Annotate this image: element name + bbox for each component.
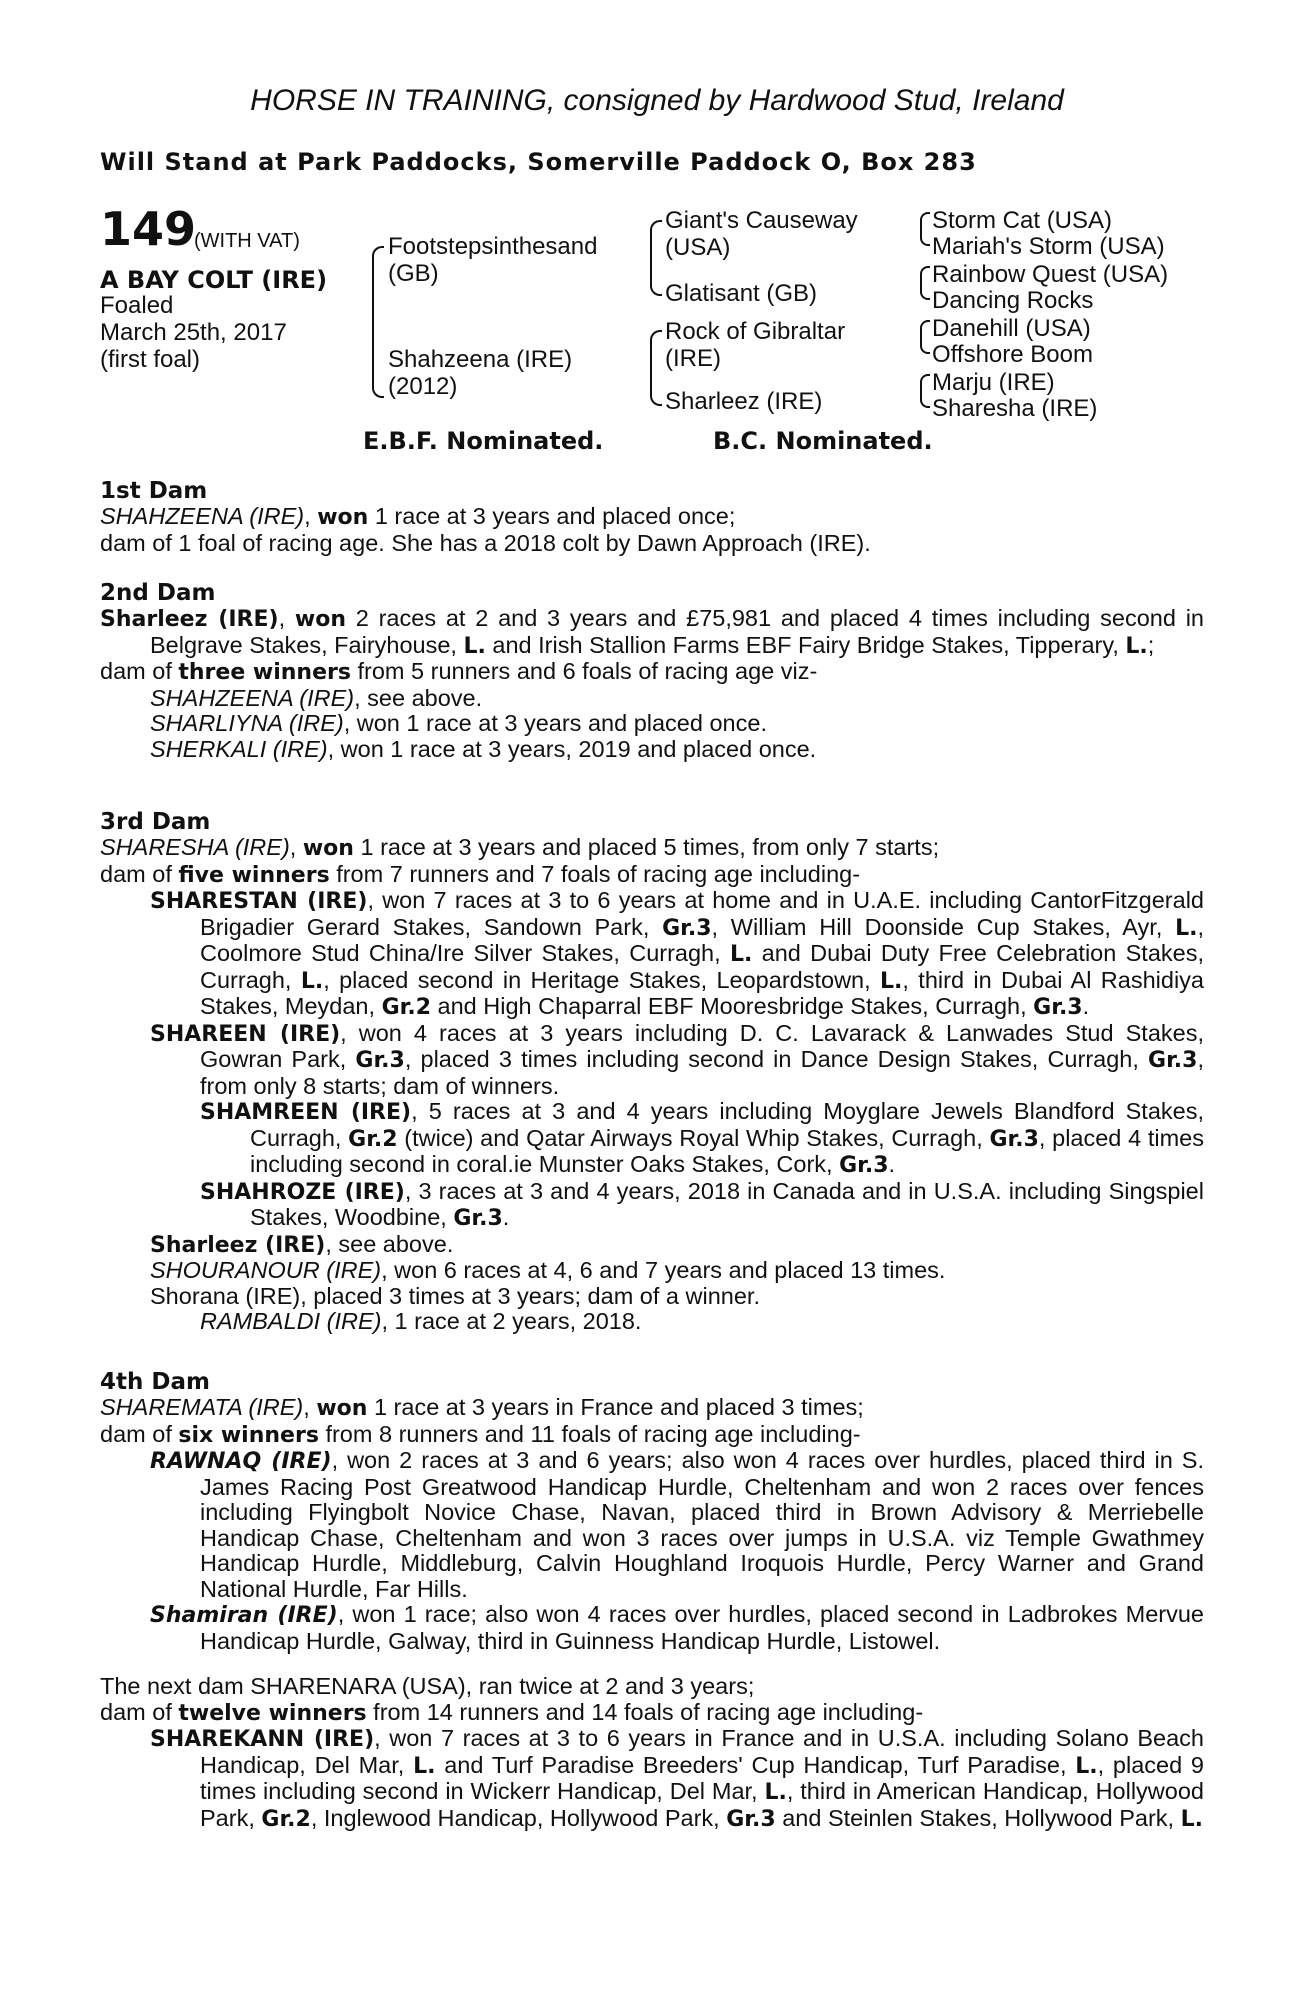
next-dam-produce: dam of twelve winners from 14 runners and 14 foals of racing age including- — [100, 1698, 924, 1726]
list-item: Shorana (IRE), placed 3 times at 3 years; dam of a winner. — [150, 1282, 760, 1309]
second-dam-section — [100, 580, 1204, 762]
sire-sire-name: Giant's Causeway — [665, 207, 858, 234]
foaled-date: March 25th, 2017 — [100, 319, 287, 346]
sire-dam: Glatisant (GB) — [665, 280, 818, 307]
first-dam-title: 1st Dam — [100, 478, 208, 504]
page-title: HORSE IN TRAINING, consigned by Hardwood Stud, Ireland — [250, 84, 1064, 117]
foaled-label: Foaled — [100, 292, 174, 319]
vat-note: (WITH VAT) — [194, 230, 300, 252]
gg-7: Marju (IRE) — [932, 369, 1055, 396]
first-dam-line-1: SHAHZEENA (IRE), won 1 race at 3 years and placed once; — [100, 503, 736, 530]
list-item: SHOURANOUR (IRE), won 6 races at 4, 6 and 7 years and placed 13 times. — [150, 1257, 946, 1283]
dam-name: Shahzeena (IRE) — [388, 346, 573, 373]
next-dam-line: The next dam SHARENARA (USA), ran twice at 2 and 3 years; — [100, 1673, 755, 1699]
list-item: RAMBALDI (IRE), 1 race at 2 years, 2018. — [200, 1308, 642, 1334]
pedigree-brace-2a — [650, 220, 662, 296]
fourth-dam-record: SHAREMATA (IRE), won 1 race at 3 years in France and placed 3 times; — [100, 1394, 864, 1421]
dam-sire-name: Rock of Gibraltar — [665, 318, 846, 345]
third-dam-record: SHARESHA (IRE), won 1 race at 3 years and placed 5 times, from only 7 starts; — [100, 834, 940, 861]
bc-nominated: B.C. Nominated. — [713, 427, 933, 455]
pedigree-brace-2b — [650, 330, 662, 406]
first-dam-section — [100, 478, 1204, 556]
list-item: RAWNAQ (IRE), won 2 races at 3 and 6 years; also won 4 races over hurdles, placed third in S. James Racing Post Greatwood Handicap Hurdle, Cheltenham and won 2 races over fences including Flyingbolt Novice Chase, Navan, placed third in Brown Advisory & Merriebelle Handicap Chase, Cheltenham and won 3 races over jumps in U.S.A. viz Temple Gwathmey Handicap Hurdle, Middleburg, Calvin Houghland Iroquois Hurdle, Percy Warner and Grand National Hurdle, Far Hills. — [150, 1447, 1205, 1602]
sire-name: Footstepsinthesand — [388, 233, 598, 260]
list-item: SHAMREEN (IRE), 5 races at 3 and 4 years including Moyglare Jewels Blandford Stakes, Curragh, Gr.2 (twice) and Qatar Airways Royal Whip Stakes, Curragh, Gr.3, placed 4 times including second in coral.ie Munster Oaks Stakes, Cork, Gr.3. — [200, 1098, 1204, 1178]
gg-4: Dancing Rocks — [932, 287, 1094, 314]
fourth-dam-produce: dam of six winners from 8 runners and 11 foals of racing age including- — [100, 1420, 861, 1448]
dam-year: (2012) — [388, 373, 458, 400]
lot-number: 149 — [100, 202, 197, 256]
colt-name: A BAY COLT (IRE) — [100, 266, 328, 294]
list-item: SHAREKANN (IRE), won 7 races at 3 to 6 years in France and in U.S.A. including Solano Beach Handicap, Del Mar, L. and Turf Paradise Breeders' Cup Handicap, Turf Paradise, L., placed 9 times including second in Wickerr Handicap, Del Mar, L., third in American Handicap, Hollywood Park, Gr.2, Inglewood Handicap, Hollywood Park, Gr.3 and Steinlen Stakes, Hollywood Park, L. — [150, 1725, 1205, 1832]
gg-8: Sharesha (IRE) — [932, 395, 1098, 422]
fourth-dam-section — [100, 1369, 1204, 1654]
third-dam-title: 3rd Dam — [100, 809, 211, 835]
stand-location: Will Stand at Park Paddocks, Somerville Paddock O, Box 283 — [100, 148, 977, 176]
gg-3: Rainbow Quest (USA) — [932, 261, 1169, 288]
pedigree-brace-3d — [920, 374, 930, 408]
gg-2: Mariah's Storm (USA) — [932, 233, 1165, 260]
list-item: Shamiran (IRE), won 1 race; also won 4 races over hurdles, placed second in Ladbrokes Mervue Handicap Hurdle, Galway, third in Guinness Handicap Hurdle, Listowel. — [150, 1601, 1204, 1654]
second-dam-produce: dam of three winners from 5 runners and 6 foals of racing age viz- — [100, 658, 818, 685]
next-dam-section — [100, 1674, 1204, 1832]
ebf-nominated: E.B.F. Nominated. — [363, 427, 604, 455]
list-item: SHARLIYNA (IRE), won 1 race at 3 years and placed once. — [150, 710, 767, 736]
second-dam-record: Sharleez (IRE), won 2 races at 2 and 3 years and £75,981 and placed 4 times including second in Belgrave Stakes, Fairyhouse, L. and Irish Stallion Farms EBF Fairy Bridge Stakes, Tipperary, L.; — [100, 605, 1204, 659]
gg-1: Storm Cat (USA) — [932, 207, 1113, 234]
pedigree-brace-3a — [920, 212, 930, 246]
first-dam-line-2: dam of 1 foal of racing age. She has a 2018 colt by Dawn Approach (IRE). — [100, 529, 871, 556]
third-dam-section — [100, 809, 1204, 1335]
list-item: SHERKALI (IRE), won 1 race at 3 years, 2019 and placed once. — [150, 735, 817, 762]
list-item: SHAREEN (IRE), won 4 races at 3 years including D. C. Lavarack & Lanwades Stud Stakes, Gowran Park, Gr.3, placed 3 times including second in Dance Design Stakes, Curragh, Gr.3, from only 8 starts; dam of winners. — [150, 1019, 1204, 1099]
dam-sire-origin: (IRE) — [665, 345, 721, 372]
second-dam-title: 2nd Dam — [100, 580, 216, 606]
sire-sire-origin: (USA) — [665, 234, 731, 261]
sire-origin: (GB) — [388, 260, 439, 287]
list-item: SHAHROZE (IRE), 3 races at 3 and 4 years, 2018 in Canada and in U.S.A. including Singspiel Stakes, Woodbine, Gr.3. — [200, 1177, 1204, 1231]
dam-dam: Sharleez (IRE) — [665, 388, 823, 415]
pedigree-brace-3c — [920, 320, 930, 354]
list-item: SHARESTAN (IRE), won 7 races at 3 to 6 years at home and in U.A.E. including CantorFitzgerald Brigadier Gerard Stakes, Sandown Park, Gr.3, William Hill Doonside Cup Stakes, Ayr, L., Coolmore Stud China/Ire Silver Stakes, Curragh, L. and Dubai Duty Free Celebration Stakes, Curragh, L., placed second in Heritage Stakes, Leopardstown, L., third in Dubai Al Rashidiya Stakes, Meydan, Gr.2 and High Chaparral EBF Mooresbridge Stakes, Curragh, Gr.3. — [150, 887, 1205, 1020]
foal-note: (first foal) — [100, 346, 201, 373]
gg-5: Danehill (USA) — [932, 315, 1091, 342]
third-dam-produce: dam of five winners from 7 runners and 7 foals of racing age including- — [100, 860, 861, 888]
pedigree-brace-1 — [372, 246, 384, 398]
list-item: SHAHZEENA (IRE), see above. — [150, 684, 483, 711]
list-item: Sharleez (IRE), see above. — [150, 1230, 454, 1258]
fourth-dam-title: 4th Dam — [100, 1369, 210, 1395]
gg-6: Offshore Boom — [932, 341, 1093, 368]
pedigree-brace-3b — [920, 266, 930, 300]
